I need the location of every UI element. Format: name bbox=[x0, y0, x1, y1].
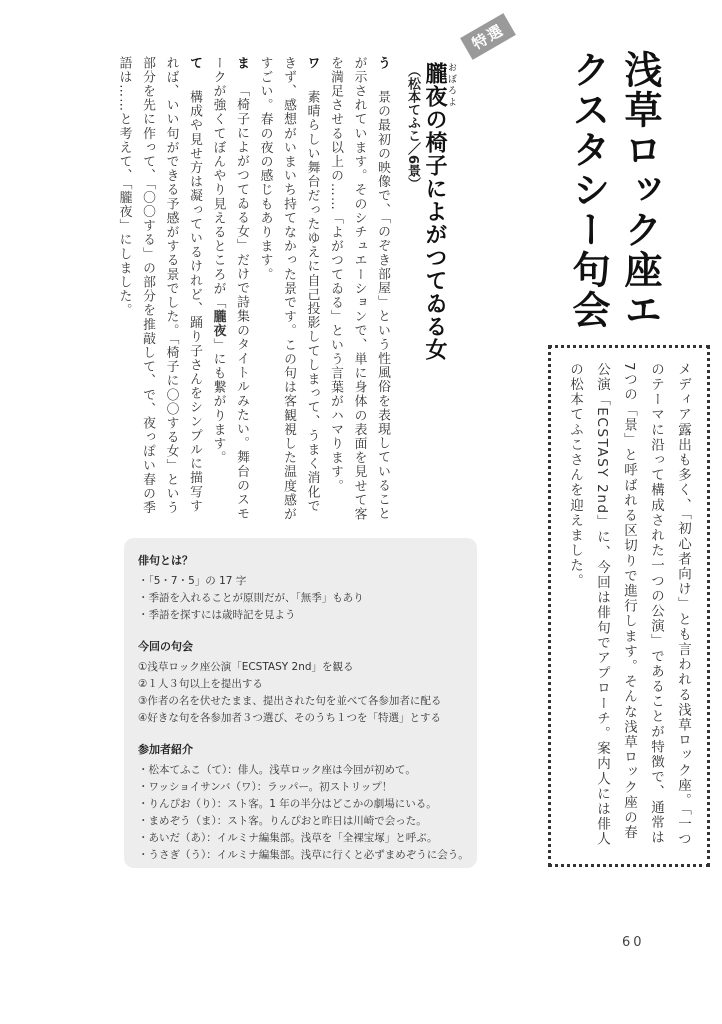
list-item: ・りんぴお（り）：スト客。1 年の半分はどこかの劇場にいる。 bbox=[138, 798, 437, 810]
page-number: 60 bbox=[622, 935, 645, 950]
list-item: ・季語を入れることが原則だが、「無季」もあり bbox=[138, 592, 364, 604]
comment-text: 「椅子によがつてゐる女」だけで詩集のタイトルみたい。舞台のスモークが強くてぼんやり見えるところが「 bbox=[210, 56, 249, 521]
info-box bbox=[124, 538, 477, 868]
list-item: ・うさぎ（う）：イルミナ編集部。浅草に行くと必ずまめぞうに会う。 bbox=[138, 849, 469, 861]
comment-text: 構成や見せ方は凝っているけれど、踊り子さんをシンプルに描写すれば、いい句ができる予感がする景でした。「椅子に〇〇する女」という部分を先に作って、「〇〇する」の部分を推敲して、で、夜っぽい春の季語は……と考えて、「朧夜」にしました。 bbox=[116, 56, 202, 515]
comment-block bbox=[253, 56, 324, 526]
comment-text: 景の最初の映像で、「のぞき部屋」という性風俗を表現していることが示されています。そのシチュエーションで、単に身体の表面を見せて客を満足させる以上の……「よがつてゐる」という言葉がハマります。 bbox=[328, 56, 390, 522]
haiku-title bbox=[420, 62, 456, 362]
haiku-ruby-base: 朧夜 bbox=[422, 62, 448, 108]
comment-text: 素晴らしい舞台だったゆえに自己投影してしまって、うまく消化できず、感想がいまいち持てなかった景です。この句は客観視した温度感がすごい。春の夜の感じもあります。 bbox=[257, 56, 320, 522]
special-selection-stamp: 特選 bbox=[460, 13, 516, 60]
haiku-author: （松本てふこ／6景） bbox=[405, 64, 420, 191]
info-list-haiku bbox=[138, 573, 463, 624]
list-item: ・季語を探すには歳時記を見よう bbox=[138, 609, 296, 621]
list-item: ①浅草ロック座公演「ECSTASY 2nd」を観る bbox=[138, 661, 354, 673]
comment-speaker: て bbox=[187, 56, 202, 71]
comment-block bbox=[206, 56, 253, 526]
list-item: ・松本てふこ（て）：俳人。浅草ロック座は今回が初めて。 bbox=[138, 764, 416, 776]
list-item: ・「5・7・5」の 17 字 bbox=[138, 575, 247, 587]
info-heading-haiku: 俳句とは？ bbox=[138, 554, 193, 567]
list-item: ②１人３句以上を提出する bbox=[138, 678, 263, 690]
comment-block bbox=[112, 56, 206, 526]
intro-box bbox=[548, 345, 710, 867]
haiku-rest: の椅子によがつてゐる女 bbox=[422, 108, 448, 361]
comment-block bbox=[324, 56, 395, 526]
list-item: ・ワッショイサンバ（ワ）：ラッパー。初ストリップ！ bbox=[138, 781, 393, 793]
comment-text: 」にも繋がります。 bbox=[210, 338, 226, 465]
list-item: ・あいだ（あ）：イルミナ編集部。浅草を「全裸宝塚」と呼ぶ。 bbox=[138, 832, 438, 844]
info-list-participants bbox=[138, 762, 469, 864]
info-heading-participants: 参加者紹介 bbox=[138, 743, 193, 756]
list-item: ④好きな句を各参加者３つ選び、そのうち１つを「特選」とする bbox=[138, 712, 441, 724]
list-item: ③作者の名を伏せたまま、提出された句を並べて各参加者に配る bbox=[138, 695, 442, 707]
intro-text: メディア露出も多く、「初心者向け」とも言われる浅草ロック座。「一つのテーマに沿って構成された一つの公演」であることが特徴で、通常は7つの「景」と呼ばれる区切りで進行します。そんな浅草ロック座の春公演「ECSTASY 2nd」に、今回は俳句でアプローチ。案内人には俳人の松本てふこさんを迎えました。 bbox=[567, 362, 691, 847]
haiku-ruby-reading: おぼろよ bbox=[446, 62, 456, 108]
comment-speaker: う bbox=[375, 56, 390, 71]
info-heading-kukai: 今回の句会 bbox=[138, 640, 193, 653]
comment-speaker: ワ bbox=[304, 56, 320, 71]
haiku-ruby bbox=[422, 62, 456, 108]
commentary bbox=[118, 56, 394, 526]
info-list-kukai bbox=[138, 659, 463, 727]
comment-speaker: ま bbox=[234, 56, 249, 71]
article-title: 浅草ロック座エクスタシー句会 bbox=[566, 50, 663, 330]
list-item: ・まめぞう（ま）：スト客。りんぴおと昨日は川崎で会った。 bbox=[138, 815, 427, 827]
comment-emphasis: 朧夜 bbox=[210, 309, 226, 339]
